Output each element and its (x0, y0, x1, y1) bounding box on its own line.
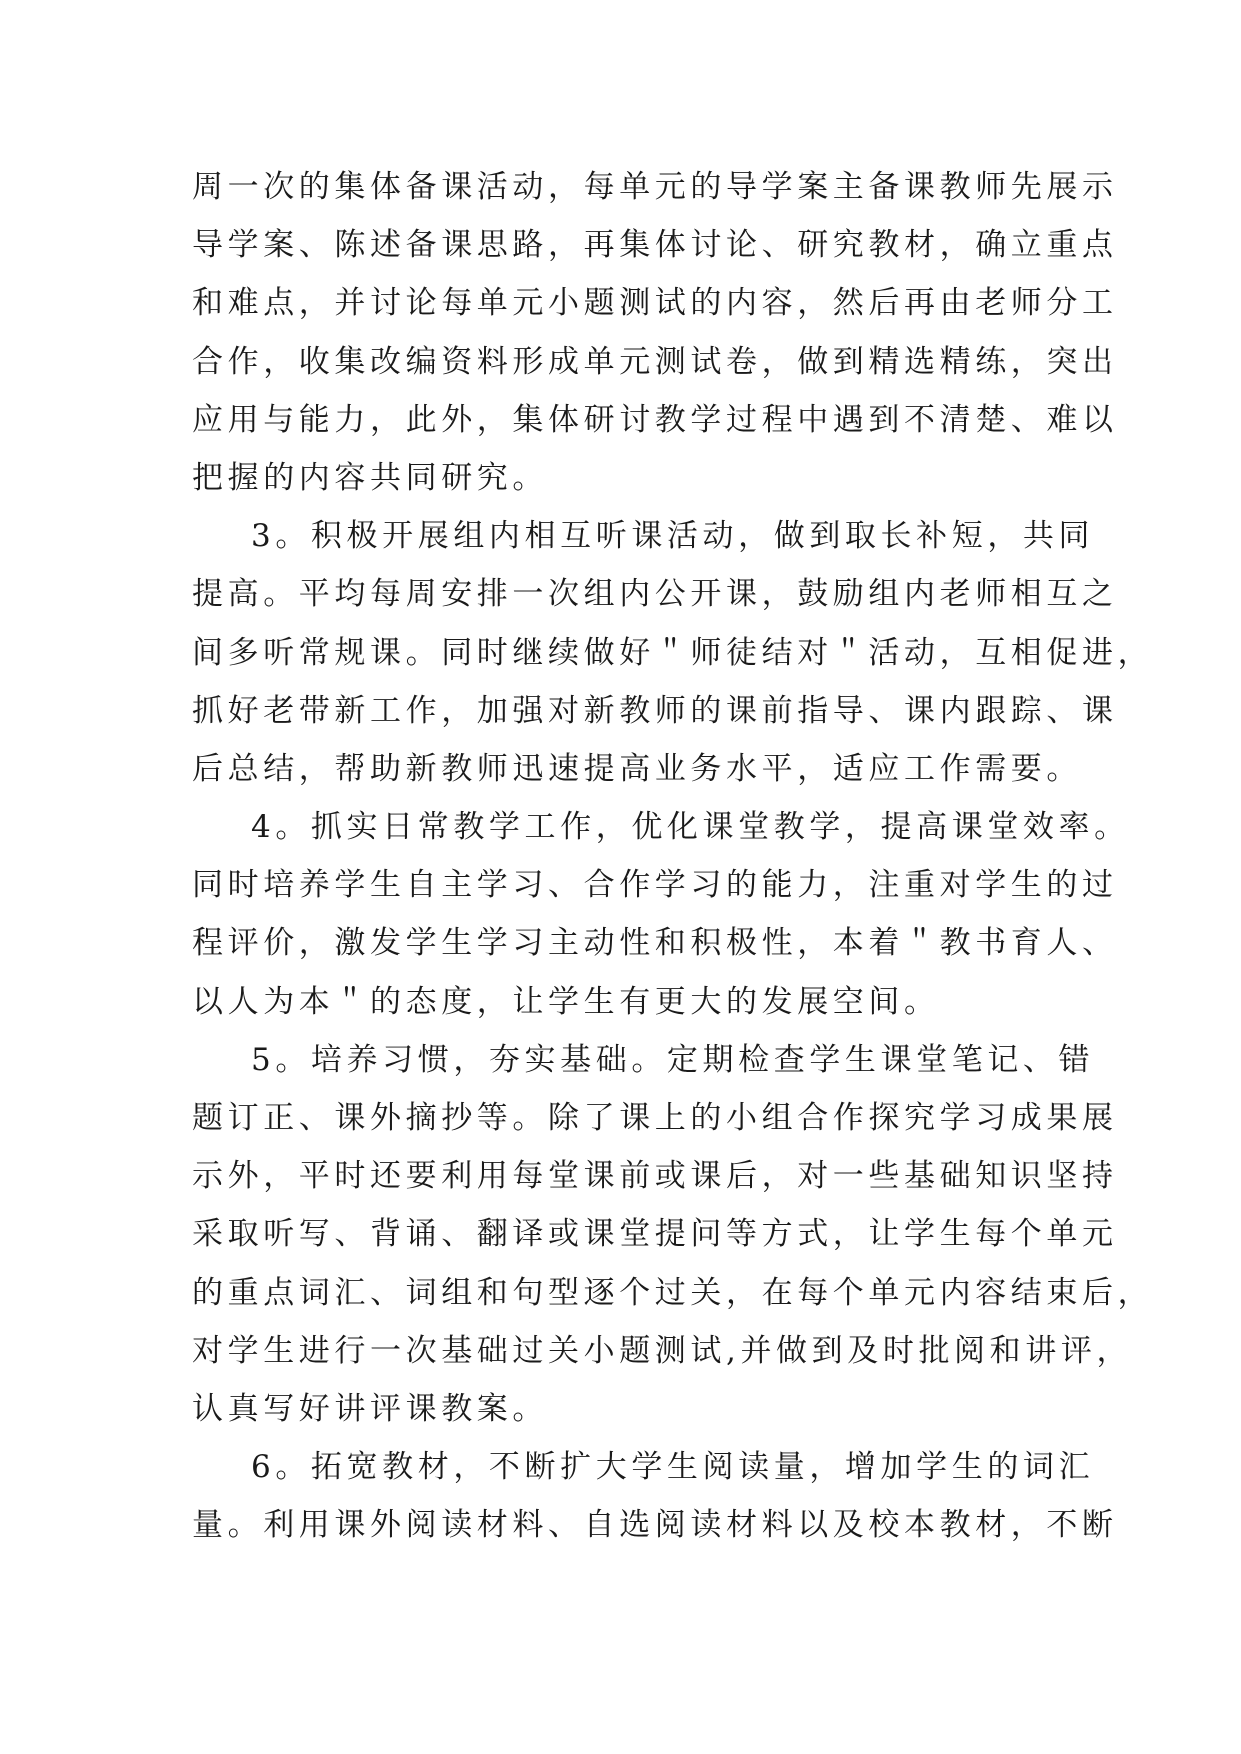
text-line: 合作，收集改编资料形成单元测试卷，做到精选精练，突出 (192, 343, 1118, 380)
paragraph-item-5 (192, 1031, 1154, 1438)
text-line: 后总结，帮助新教师迅速提高业务水平，适应工作需要。 (192, 750, 1082, 787)
text-line: 以人为本＂的态度，让学生有更大的发展空间。 (192, 983, 940, 1020)
text-line: 提高。平均每周安排一次组内公开课，鼓励组内老师相互之 (192, 576, 1118, 613)
text-line: 5。培养习惯，夯实基础。定期检查学生课堂笔记、错 (251, 1041, 1095, 1078)
text-line: 把握的内容共同研究。 (192, 459, 548, 496)
paragraph-item-3 (192, 507, 1154, 798)
text-line: 抓好老带新工作，加强对新教师的课前指导、课内跟踪、课 (192, 692, 1118, 729)
text-line: 和难点，并讨论每单元小题测试的内容，然后再由老师分工 (192, 285, 1118, 322)
text-line: 3。积极开展组内相互听课活动，做到取长补短，共同 (251, 518, 1095, 555)
text-line: 周一次的集体备课活动，每单元的导学案主备课教师先展示 (192, 169, 1118, 205)
text-line: 应用与能力，此外，集体研讨教学过程中遇到不清楚、难以 (192, 401, 1118, 438)
paragraph-collective-lesson-prep (192, 158, 1118, 507)
text-line: 题订正、课外摘抄等。除了课上的小组合作探究学习成果展 (192, 1100, 1118, 1136)
text-line: 导学案、陈述备课思路，再集体讨论、研究教材，确立重点 (192, 227, 1118, 264)
text-line: 同时培养学生自主学习、合作学习的能力，注重对学生的过 (192, 867, 1118, 904)
text-line: 对学生进行一次基础过关小题测试,并做到及时批阅和讲评， (192, 1332, 1133, 1369)
text-line: 间多听常规课。同时继续做好＂师徒结对＂活动，互相促进， (192, 634, 1154, 671)
text-line: 认真写好讲评课教案。 (192, 1390, 548, 1427)
paragraph-item-4 (192, 798, 1130, 1031)
text-line: 4。抓实日常教学工作，优化课堂教学，提高课堂效率。 (251, 809, 1130, 846)
text-line: 的重点词汇、词组和句型逐个过关，在每个单元内容结束后， (192, 1274, 1154, 1311)
text-line: 6。拓宽教材，不断扩大学生阅读量，增加学生的词汇 (251, 1449, 1095, 1486)
text-line: 量。利用课外阅读材料、自选阅读材料以及校本教材，不断 (192, 1507, 1118, 1544)
text-line: 程评价，激发学生学习主动性和积极性，本着＂教书育人、 (192, 925, 1118, 962)
paragraph-item-6 (192, 1438, 1118, 1554)
text-line: 采取听写、背诵、翻译或课堂提问等方式，让学生每个单元 (192, 1216, 1118, 1253)
document-body (192, 158, 1154, 1555)
text-line: 示外，平时还要利用每堂课前或课后，对一些基础知识坚持 (192, 1158, 1118, 1195)
